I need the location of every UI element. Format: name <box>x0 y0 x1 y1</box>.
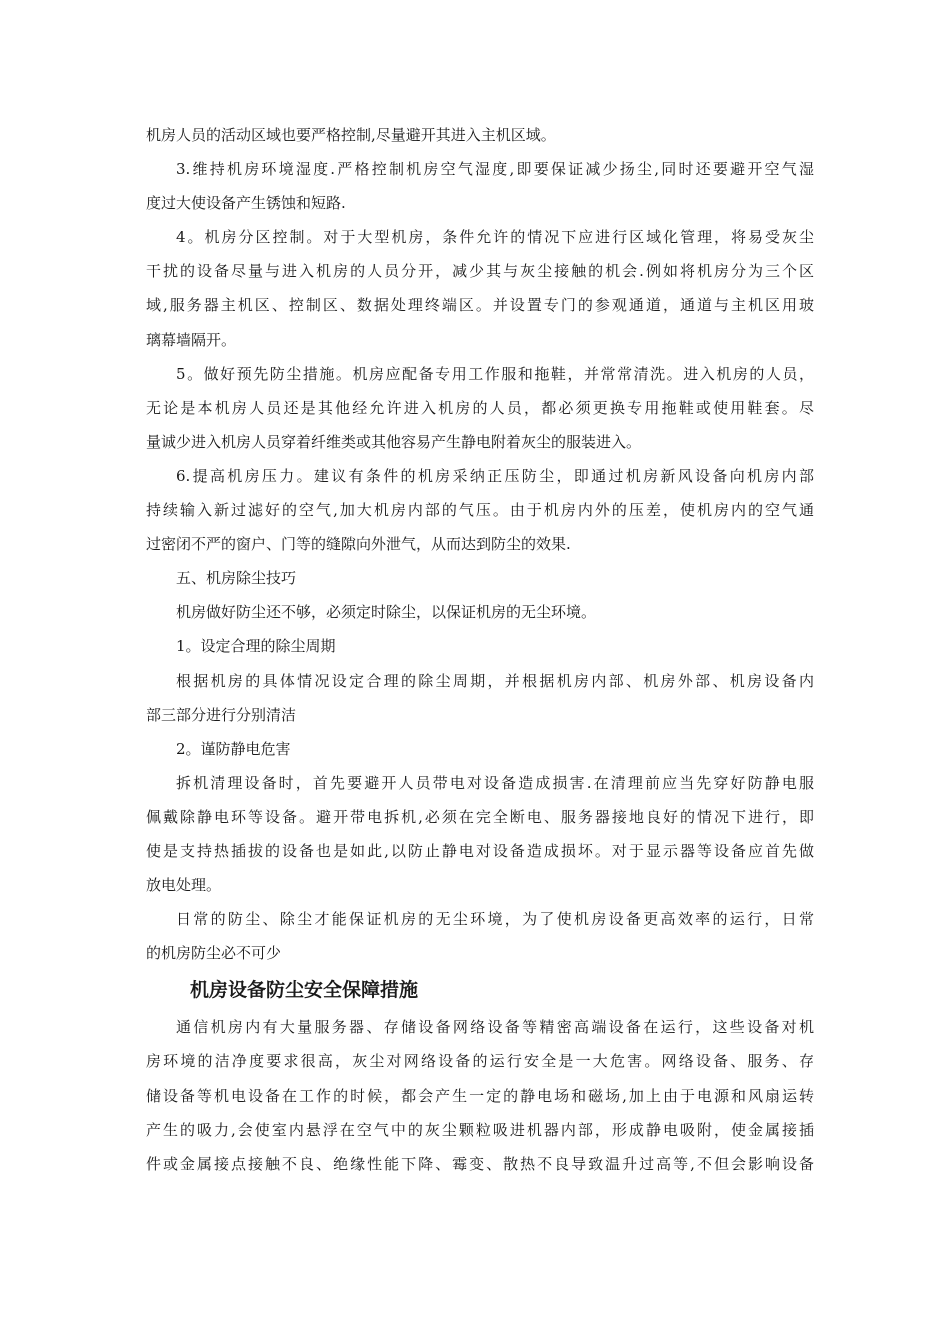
body-text <box>146 118 814 970</box>
paragraph-line: 部三部分进行分别清洁 <box>146 705 297 724</box>
paragraph-line: 干扰的设备尽量与进入机房的人员分开，减少其与灰尘接触的机会.例如将机房分为三个区 <box>146 262 814 281</box>
document-page <box>146 118 814 1181</box>
paragraph-line: 储设备等机电设备在工作的时候，都会产生一定的静电场和磁场,加上由于电源和风扇运转 <box>146 1086 814 1105</box>
paragraph-line: 的机房防尘必不可少 <box>146 944 282 963</box>
paragraph-line: 放电处理。 <box>146 876 222 895</box>
paragraph-line: 根据机房的具体情况设定合理的除尘周期，并根据机房内部、机房外部、机房设备内 <box>176 671 814 690</box>
section-body-text <box>146 1010 814 1180</box>
list-item-heading: 2。谨防静电危害 <box>176 739 291 758</box>
paragraph-line: 房环境的洁净度要求很高，灰尘对网络设备的运行安全是一大危害。网络设备、服务、存 <box>146 1052 814 1071</box>
section-title: 机房设备防尘安全保障措施 <box>190 979 419 1002</box>
paragraph-line: 产生的吸力,会使室内悬浮在空气中的灰尘颗粒吸进机器内部，形成静电吸附，使金属接插 <box>146 1120 814 1139</box>
paragraph-line: 持续输入新过滤好的空气,加大机房内部的气压。由于机房内外的压差，使机房内的空气通 <box>146 501 814 520</box>
paragraph-line: 日常的防尘、除尘才能保证机房的无尘环境，为了使机房设备更高效率的运行，日常 <box>176 910 814 929</box>
paragraph-line: 佩戴除静电环等设备。避开带电拆机,必须在完全断电、服务器接地良好的情况下进行，即 <box>146 807 814 826</box>
subsection-heading: 五、机房除尘技巧 <box>176 569 297 588</box>
paragraph-line: 使是支持热插拔的设备也是如此,以防止静电对设备造成损坏。对于显示器等设备应首先做 <box>146 841 814 860</box>
list-item-heading: 1。设定合理的除尘周期 <box>176 637 336 656</box>
paragraph-line: 过密闭不严的窗户、门等的缝隙向外泄气，从而达到防尘的效果. <box>146 535 571 554</box>
paragraph-line: 件或金属接点接触不良、绝缘性能下降、霉变、散热不良导致温升过高等,不但会影响设备 <box>146 1154 814 1173</box>
paragraph-line: 拆机清理设备时，首先要避开人员带电对设备造成损害.在清理前应当先穿好防静电服 <box>176 773 814 792</box>
paragraph-line: 3.维持机房环境湿度.严格控制机房空气湿度,即要保证减少扬尘,同时还要避开空气湿 <box>176 160 814 179</box>
paragraph-line: 6.提高机房压力。建议有条件的机房采纳正压防尘，即通过机房新风设备向机房内部 <box>176 466 814 485</box>
paragraph-line: 5。做好预先防尘措施。机房应配备专用工作服和拖鞋，并常常清洗。进入机房的人员， <box>176 364 814 383</box>
paragraph-line: 4。机房分区控制。对于大型机房，条件允许的情况下应进行区域化管理，将易受灰尘 <box>176 228 814 247</box>
paragraph-line: 量诚少进入机房人员穿着纤维类或其他容易产生静电附着灰尘的服装进入。 <box>146 432 642 451</box>
paragraph-line: 无论是本机房人员还是其他经允许进入机房的人员，都必须更换专用拖鞋或使用鞋套。尽 <box>146 398 814 417</box>
paragraph-line: 域,服务器主机区、控制区、数据处理终端区。并设置专门的参观通道，通道与主机区用玻 <box>146 296 814 315</box>
paragraph-line: 璃幕墙隔开。 <box>146 330 237 349</box>
paragraph-line: 通信机房内有大量服务器、存储设备网络设备等精密高端设备在运行，这些设备对机 <box>176 1018 814 1037</box>
paragraph-line: 度过大使设备产生锈蚀和短路. <box>146 194 346 213</box>
paragraph-line: 机房人员的活动区域也要严格控制,尽量避开其进入主机区域。 <box>146 126 556 144</box>
paragraph-line: 机房做好防尘还不够，必须定时除尘，以保证机房的无尘环境。 <box>176 603 597 622</box>
